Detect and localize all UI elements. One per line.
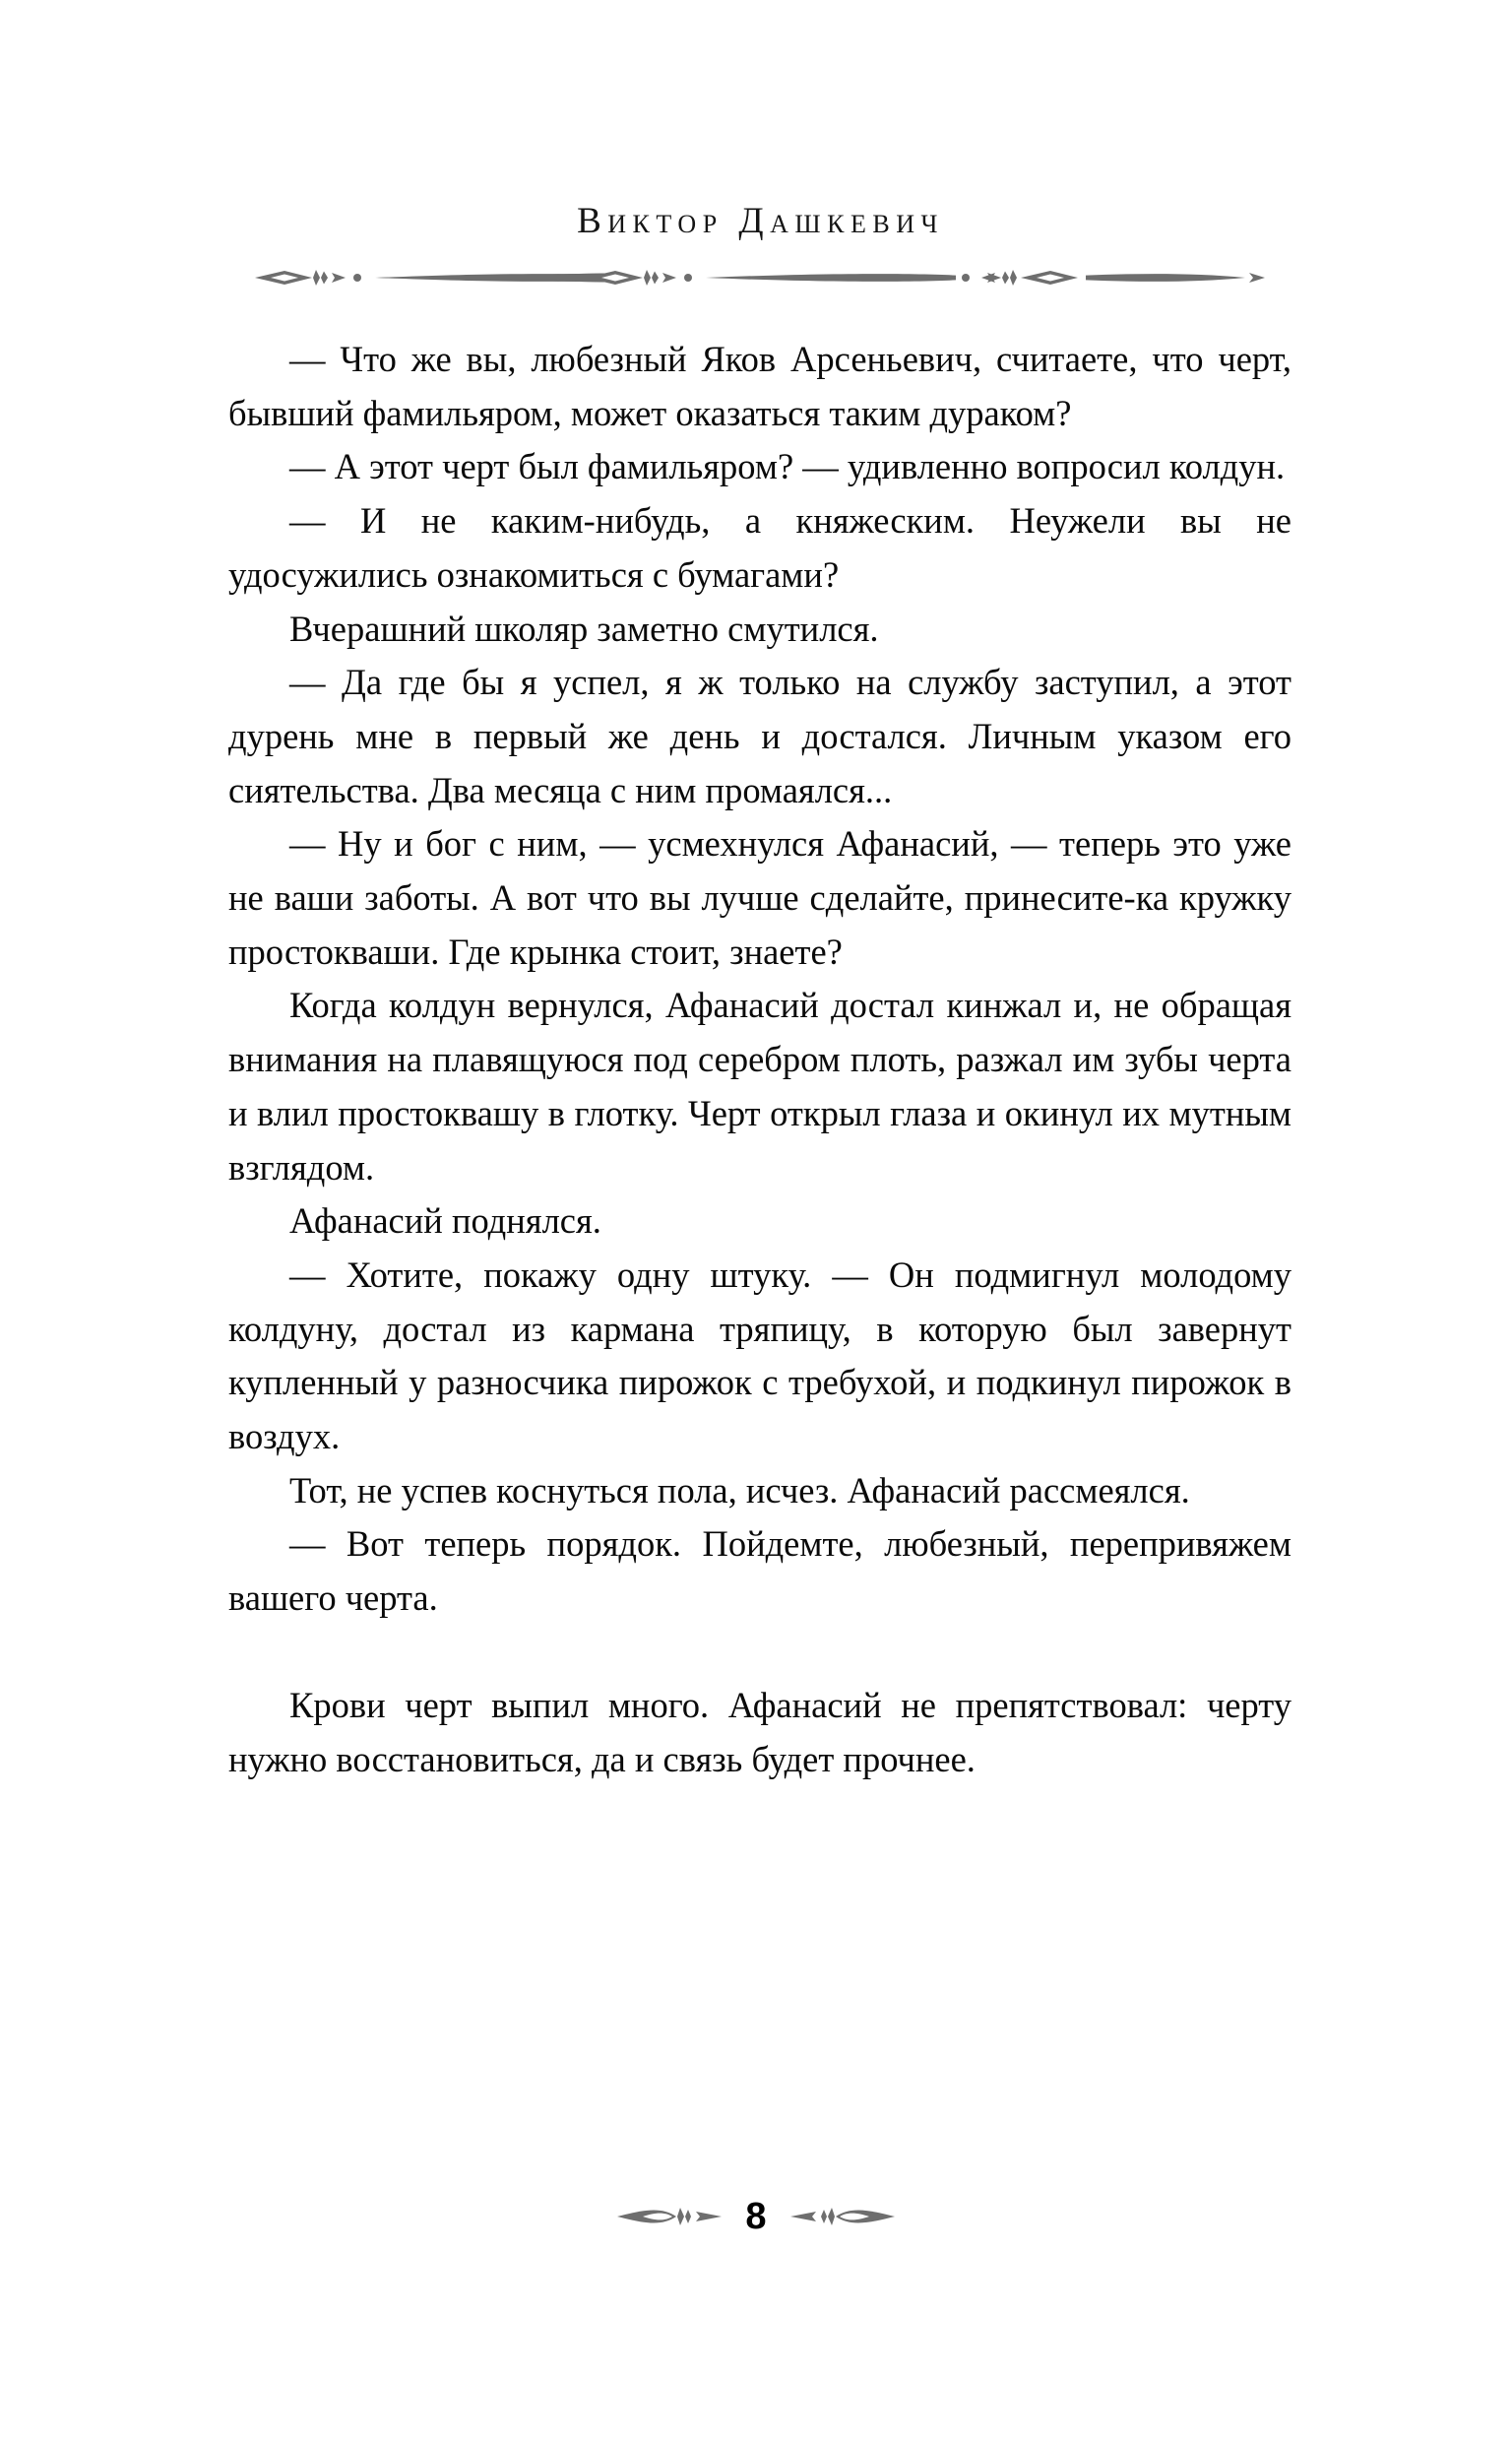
paragraph: — Да где бы я успел, я ж только на службу заступил, а этот дурень мне в первый же день и достался. Личным указом его сиятельства. Два месяца с ним промаялся... — [228, 662, 1292, 810]
paragraph: Когда колдун вернулся, Афанасий достал кинжал и, не обращая внимания на плавящуюся под серебром плоть, разжал им зубы черта и влил простоквашу в глотку. Черт открыл глаза и окинул их мутным взглядом. — [228, 985, 1292, 1188]
page-number: 8 — [745, 2196, 767, 2237]
paragraph: — Хотите, покажу одну штуку. — Он подмигнул молодому колдуну, достал из кармана тряпицу, в которую был завернут купленный у разносчика пирожок с требухой, и подкинул пирожок в воздух. — [228, 1254, 1292, 1457]
paragraph: Вчерашний школяр заметно смутился. — [289, 608, 879, 649]
paragraph: Тот, не успев коснуться пола, исчез. Афанасий рассмеялся. — [289, 1469, 1190, 1511]
footer-ornament-right-icon — [788, 2202, 897, 2231]
paragraph: — Что же вы, любезный Яков Арсеньевич, считаете, что черт, бывший фамильяром, может оказаться таким дураком? — [228, 339, 1292, 433]
paragraph: — И не каким-нибудь, а княжеским. Неужели вы не удосужились ознакомиться с бумагами? — [228, 500, 1292, 595]
header-ornament-divider — [251, 268, 1270, 288]
page-footer — [0, 2198, 1512, 2235]
paragraph: Афанасий поднялся. — [289, 1200, 601, 1242]
running-title: Виктор Дашкевич — [577, 201, 944, 241]
ornament-rule-icon — [251, 268, 1270, 288]
body-text — [228, 333, 1292, 1786]
running-header — [251, 202, 1270, 242]
paragraph: — А этот черт был фамильяром? — удивленно вопросил колдун. — [289, 446, 1286, 487]
paragraph: Крови черт выпил много. Афанасий не препятствовал: черту нужно восстановиться, да и связь будет прочнее. — [228, 1684, 1292, 1779]
paragraph: — Ну и бог с ним, — усмехнулся Афанасий, — теперь это уже не ваши заботы. А вот что вы лучше сделайте, принесите-ка кружку простокваши. Где крынка стоит, знаете? — [228, 823, 1292, 972]
paragraph: — Вот теперь порядок. Пойдемте, любезный, перепривяжем вашего черта. — [228, 1523, 1292, 1619]
footer-ornament-left-icon — [615, 2202, 724, 2231]
